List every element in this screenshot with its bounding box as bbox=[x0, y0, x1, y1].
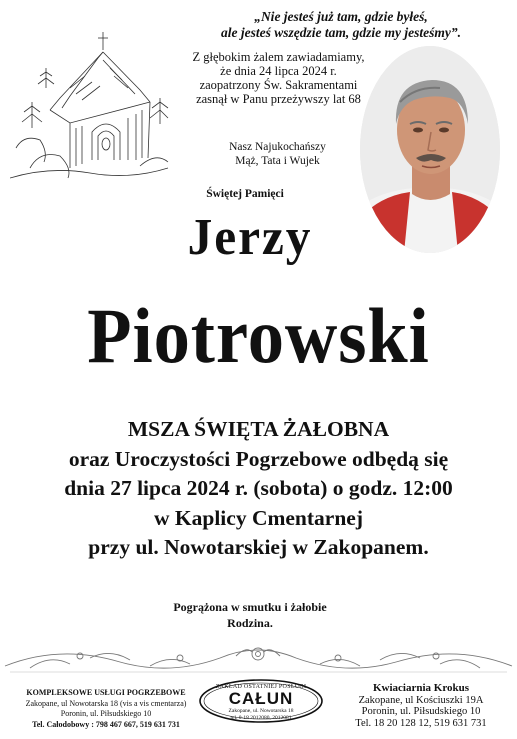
logo-address: Zakopane, ul. Nowotarska 18 bbox=[228, 708, 294, 714]
florist-address-1: Zakopane, ul Kościuszki 19A bbox=[358, 694, 484, 706]
announcement-line-4: zasnął w Panu przeżywszy lat 68 bbox=[196, 92, 361, 106]
mourners-line-1: Pogrążona w smutku i żałobie bbox=[173, 600, 327, 614]
mass-place: w Kaplicy Cmentarnej bbox=[154, 505, 363, 530]
family-relation bbox=[200, 140, 355, 168]
florist-phone: Tel. 18 20 128 12, 519 631 731 bbox=[355, 717, 487, 729]
chapel-illustration bbox=[10, 28, 170, 190]
mass-date-time: dnia 27 lipca 2024 r. (sobota) o godz. 12:00 bbox=[64, 476, 453, 500]
quote-line-2: ale jesteś wszędzie tam, gdzie my jesteśmy”. bbox=[221, 25, 461, 40]
deceased-first-name: Jerzy bbox=[187, 209, 313, 266]
funeral-services-address-2: Poronin, ul. Piłsudskiego 10 bbox=[60, 709, 152, 718]
florist-address-2: Poronin, ul. Piłsudskiego 10 bbox=[361, 706, 481, 717]
quote bbox=[176, 9, 506, 41]
mass-line-2: oraz Uroczystości Pogrzebowe odbędą się bbox=[68, 446, 449, 471]
logo-top-text: ZAKŁAD OSTATNIEJ POSŁUGI bbox=[215, 684, 307, 690]
funeral-mass-info bbox=[10, 417, 507, 565]
funeral-services-address-1: Zakopane, ul Nowotarska 18 (vis a vis cmentarza) bbox=[25, 698, 187, 708]
floral-ornament bbox=[0, 636, 517, 678]
logo-phone: tel. 0-18 2012080, 2012081 bbox=[230, 715, 292, 721]
quote-line-1: „Nie jesteś już tam, gdzie byłeś, bbox=[254, 9, 428, 24]
announcement-line-2: że dnia 24 lipca 2024 r. bbox=[220, 64, 337, 78]
announcement-line-3: zaopatrzony Św. Sakramentami bbox=[199, 78, 358, 92]
mass-title: MSZA ŚWIĘTA ŻAŁOBNA bbox=[127, 417, 390, 441]
funeral-services-info bbox=[2, 688, 210, 730]
announcement-line-1: Z głębokim żalem zawiadamiamy, bbox=[192, 50, 365, 64]
funeral-services-name: KOMPLEKSOWE USŁUGI POGRZEBOWE bbox=[26, 688, 186, 697]
funeral-services-phone: Tel. Całodobowy : 798 467 667, 519 631 731 bbox=[32, 719, 180, 729]
family-line-1: Nasz Najukochańszy bbox=[229, 141, 326, 153]
mourners bbox=[100, 599, 400, 631]
announcement bbox=[176, 50, 381, 106]
calun-logo bbox=[198, 678, 324, 724]
deceased-last-name: Piotrowski bbox=[87, 292, 430, 379]
memory-label: Świętej Pamięci bbox=[206, 188, 284, 200]
mourners-line-2: Rodzina. bbox=[227, 616, 273, 630]
logo-name: CAŁUN bbox=[228, 689, 294, 708]
family-line-2: Mąż, Tata i Wujek bbox=[235, 155, 320, 167]
florist-info bbox=[325, 683, 517, 729]
mass-address: przy ul. Nowotarskiej w Zakopanem. bbox=[88, 535, 429, 559]
florist-name: Kwiaciarnia Krokus bbox=[372, 682, 470, 694]
